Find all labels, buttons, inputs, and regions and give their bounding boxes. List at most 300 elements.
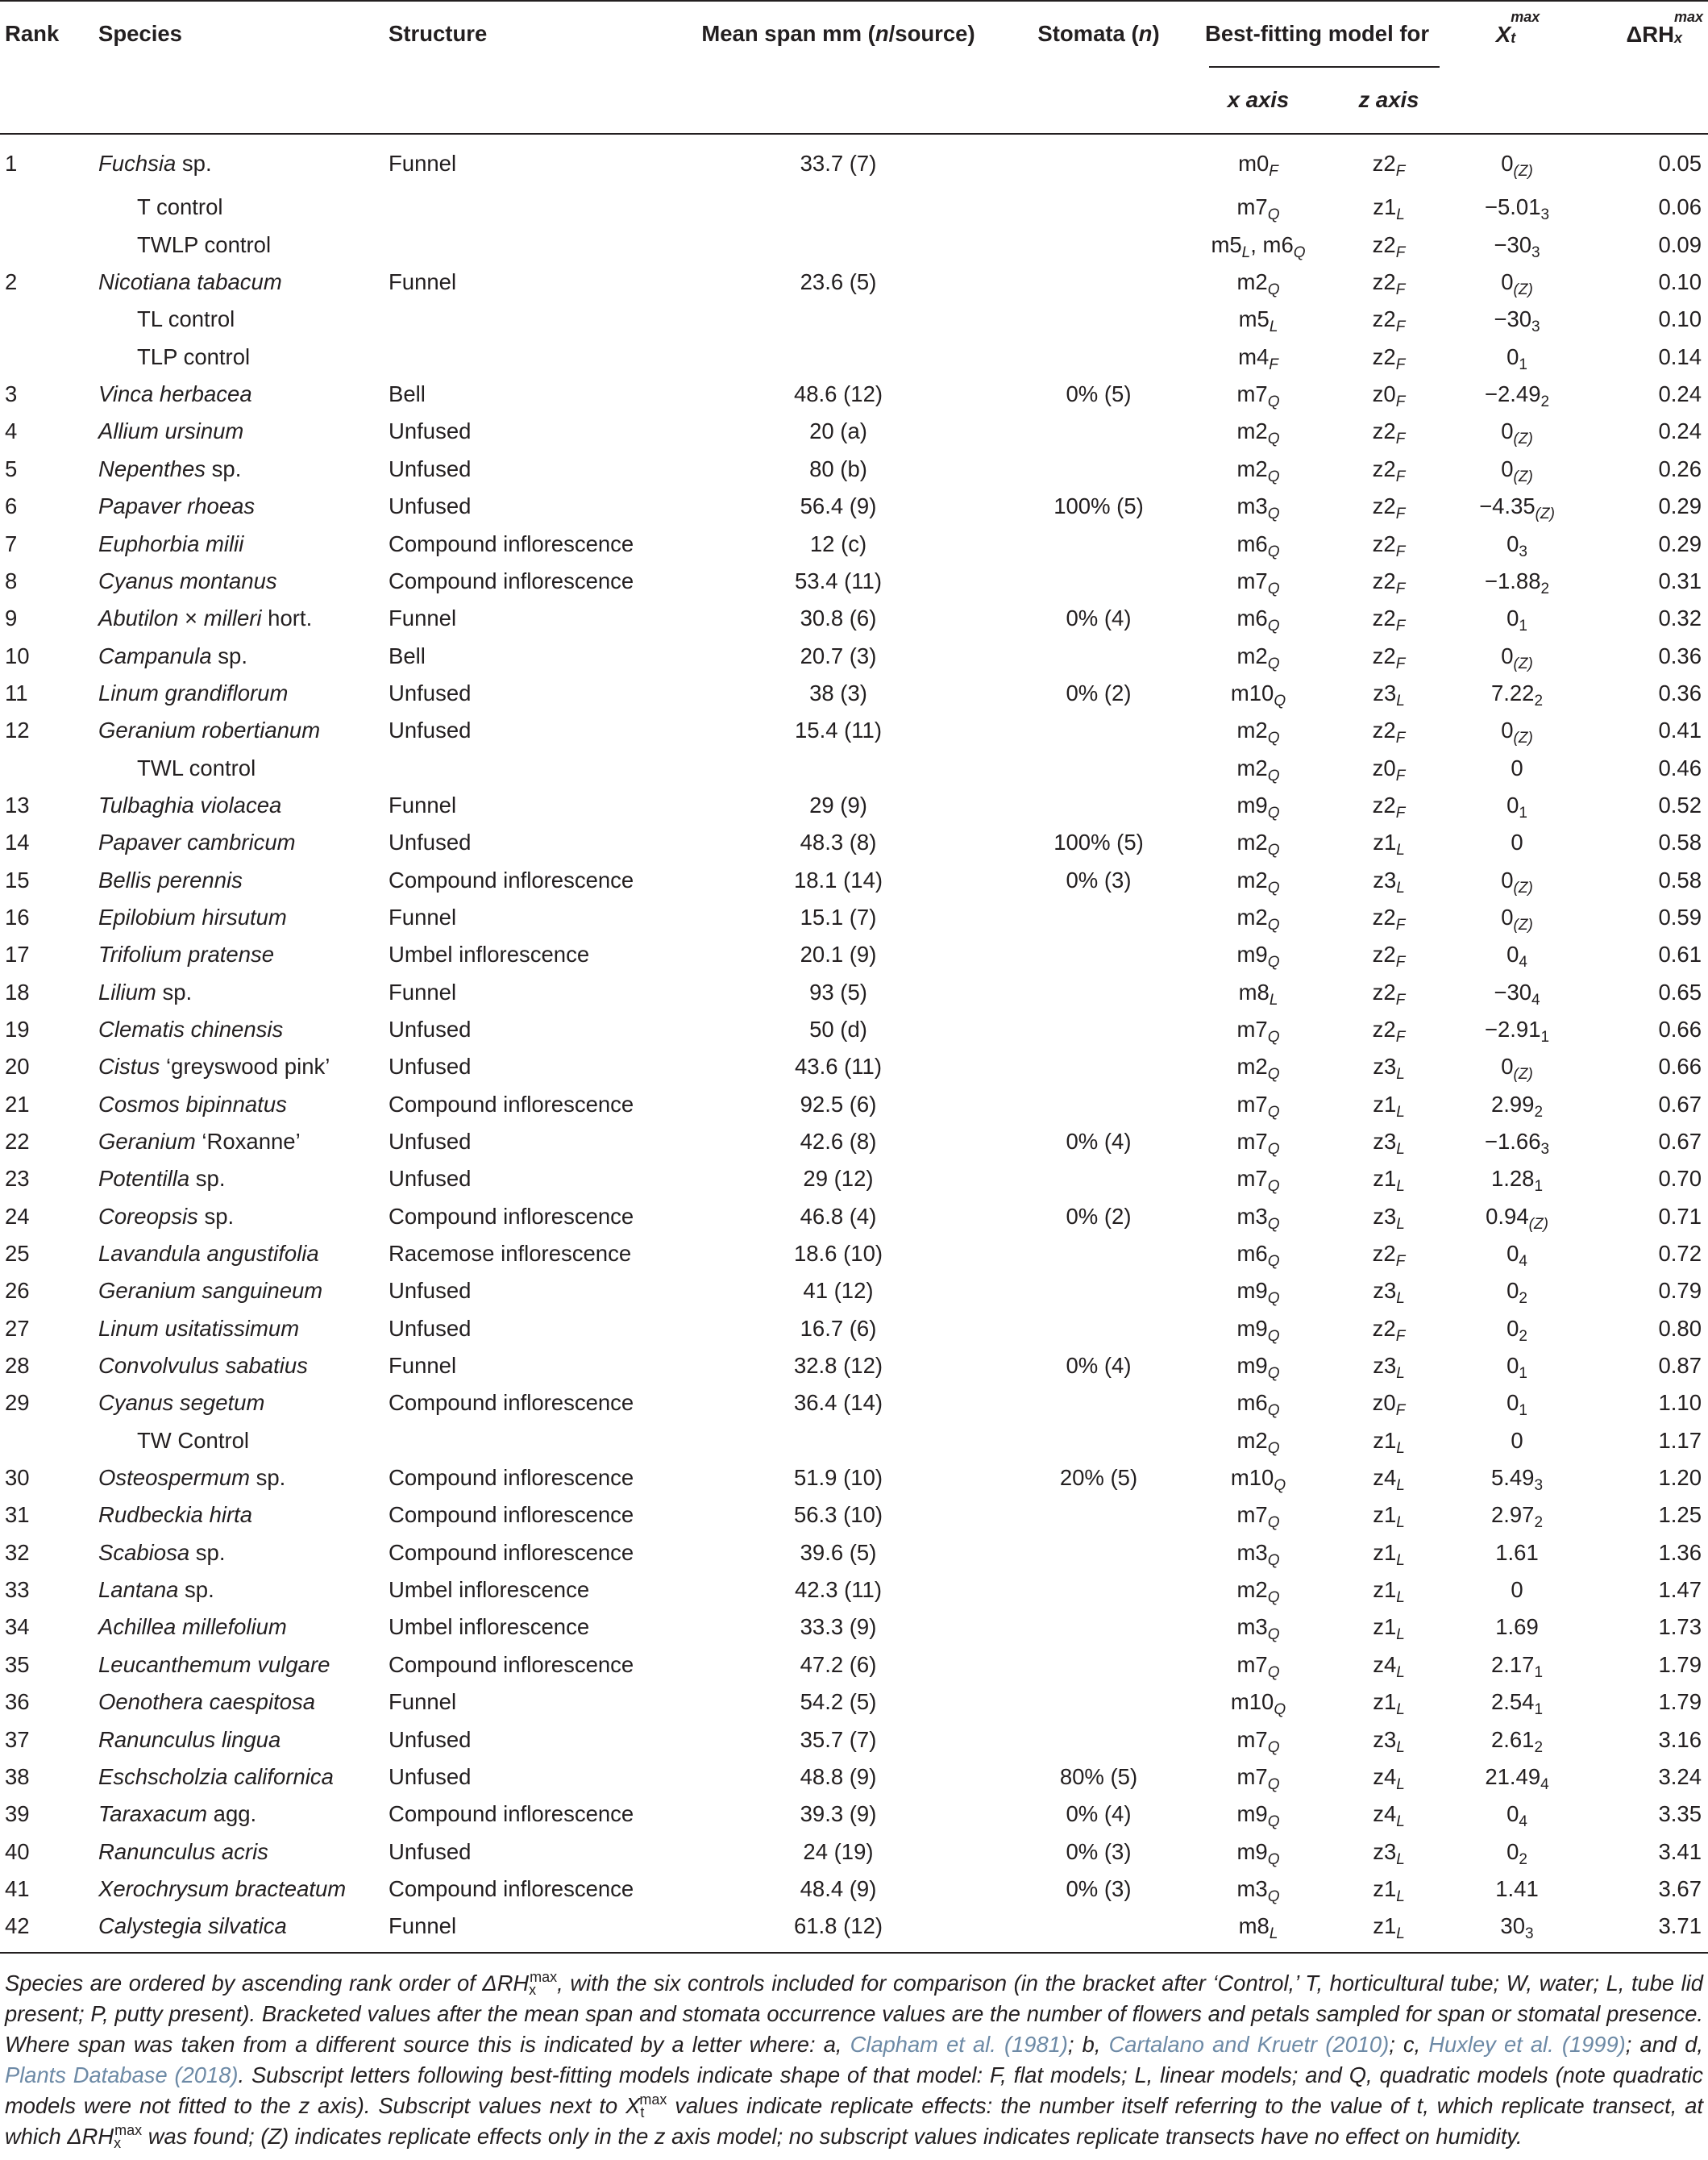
cell-rh-max: 0.59 bbox=[1658, 904, 1702, 930]
cell-species: Cyanus segetum bbox=[98, 1390, 265, 1416]
cell-rank: 5 bbox=[5, 456, 18, 481]
cell-stomata bbox=[1011, 1085, 1186, 1122]
cell-span: 80 (b) bbox=[809, 456, 867, 481]
cell-rank: 40 bbox=[5, 1838, 30, 1864]
cell-xt-max: 1.69 bbox=[1495, 1614, 1539, 1640]
cell-structure: Funnel bbox=[389, 979, 457, 1005]
cell-stomata bbox=[1011, 301, 1186, 338]
cell-stomata bbox=[1011, 1048, 1186, 1085]
cell-span bbox=[666, 749, 1011, 786]
cell-rh-max: 0.24 bbox=[1658, 381, 1702, 407]
cell-z-model: $z3_L$ bbox=[1373, 1054, 1405, 1084]
cell-rh-max: 0.65 bbox=[1658, 979, 1702, 1005]
table-row bbox=[0, 1085, 1708, 1122]
cell-species: Calystegia silvatica bbox=[98, 1913, 287, 1939]
cell-z-model: $z2_F$ bbox=[1372, 904, 1406, 934]
cell-stomata bbox=[1011, 450, 1186, 487]
cell-z-model: $z4_L$ bbox=[1373, 1763, 1405, 1793]
cell-rank: 22 bbox=[5, 1129, 30, 1155]
cell-span: 48.6 (12) bbox=[793, 381, 883, 407]
cell-rank: 11 bbox=[5, 680, 28, 705]
cell-rank: 8 bbox=[5, 568, 18, 593]
table-row bbox=[0, 338, 1708, 375]
cell-z-model: $z2_F$ bbox=[1372, 1016, 1406, 1046]
cell-species: Geranium ‘Roxanne’ bbox=[98, 1129, 301, 1155]
cell-span: 50 (d) bbox=[809, 1016, 867, 1042]
cell-species: Abutilon × milleri hort. bbox=[98, 606, 313, 631]
header-model-group: Best-fitting model for bbox=[1186, 1, 1448, 66]
cell-x-model: $m6_Q$ bbox=[1236, 1241, 1280, 1271]
cell-xt-max: $2.61_2$ bbox=[1490, 1726, 1544, 1756]
cell-species: Nepenthes sp. bbox=[98, 456, 242, 481]
cell-stomata bbox=[1011, 712, 1186, 749]
cell-rh-max: 0.58 bbox=[1658, 867, 1702, 893]
cell-structure: Unfused bbox=[389, 680, 472, 705]
cell-z-model: $z1_L$ bbox=[1373, 1427, 1405, 1457]
cell-rank: 7 bbox=[5, 531, 18, 556]
cell-structure: Compound inflorescence bbox=[389, 568, 634, 593]
cell-rank: 12 bbox=[5, 718, 30, 743]
cell-x-model: $m9_Q$ bbox=[1236, 792, 1280, 822]
cell-span: 35.7 (7) bbox=[800, 1726, 877, 1752]
cell-stomata: 0% (4) bbox=[1066, 606, 1132, 631]
cell-span: 56.4 (9) bbox=[800, 493, 877, 519]
table-row bbox=[0, 1459, 1708, 1496]
cell-species: Rudbeckia hirta bbox=[98, 1502, 253, 1528]
cell-rh-max: 0.70 bbox=[1658, 1166, 1702, 1192]
table-header bbox=[0, 1, 1708, 134]
cell-xt-max: 1.61 bbox=[1495, 1539, 1539, 1565]
cell-stomata bbox=[1011, 1646, 1186, 1683]
cell-species: Euphorbia milii bbox=[98, 531, 244, 556]
cell-x-model: $m2_Q$ bbox=[1236, 269, 1280, 299]
cell-span: 12 (c) bbox=[809, 531, 867, 556]
cell-species: Cyanus montanus bbox=[98, 568, 277, 593]
ref-link-d[interactable]: Plants Database (2018) bbox=[5, 2062, 239, 2087]
cell-structure: Compound inflorescence bbox=[389, 1502, 634, 1528]
cell-species: Coreopsis sp. bbox=[98, 1203, 235, 1229]
table-row bbox=[0, 450, 1708, 487]
cell-span: 38 (3) bbox=[809, 680, 867, 705]
table-row bbox=[0, 1571, 1708, 1609]
cell-structure: Compound inflorescence bbox=[389, 1651, 634, 1677]
cell-rh-max: 0.36 bbox=[1658, 643, 1702, 668]
table-row bbox=[0, 562, 1708, 599]
cell-rank: 30 bbox=[5, 1465, 30, 1491]
cell-rh-max: 0.31 bbox=[1658, 568, 1702, 593]
cell-xt-max: $2.97_2$ bbox=[1490, 1502, 1544, 1532]
cell-x-model: $m6_Q$ bbox=[1236, 531, 1280, 560]
cell-stomata bbox=[1011, 1721, 1186, 1758]
cell-rh-max: 0.67 bbox=[1658, 1129, 1702, 1155]
cell-species: Allium ursinum bbox=[98, 418, 244, 444]
cell-xt-max: $-1.88_2$ bbox=[1484, 568, 1550, 597]
cell-species: Epilobium hirsutum bbox=[98, 904, 287, 930]
cell-x-model: $m6_Q$ bbox=[1236, 606, 1280, 635]
cell-stomata bbox=[1011, 1496, 1186, 1534]
cell-stomata bbox=[1011, 936, 1186, 973]
cell-span: 15.1 (7) bbox=[800, 904, 877, 930]
cell-stomata bbox=[1011, 899, 1186, 936]
cell-rank: 16 bbox=[5, 904, 30, 930]
cell-x-model: $m3_Q$ bbox=[1236, 1539, 1280, 1569]
header-span: Mean span mm (n/source) bbox=[666, 1, 1011, 66]
cell-x-model: $m2_Q$ bbox=[1236, 456, 1280, 485]
cell-x-model: $m2_Q$ bbox=[1236, 643, 1280, 672]
cell-span: 39.6 (5) bbox=[800, 1539, 877, 1565]
cell-xt-max: $5.49_3$ bbox=[1490, 1465, 1544, 1495]
table-row bbox=[0, 1833, 1708, 1870]
cell-rh-max: 0.72 bbox=[1658, 1241, 1702, 1267]
cell-structure: Compound inflorescence bbox=[389, 1203, 634, 1229]
cell-span bbox=[666, 338, 1011, 375]
cell-species: TWLP control bbox=[137, 231, 272, 257]
cell-xt-max: $0_3$ bbox=[1506, 531, 1527, 560]
cell-species: TLP control bbox=[137, 343, 251, 369]
cell-z-model: $z2_F$ bbox=[1372, 606, 1406, 635]
cell-stomata bbox=[1011, 637, 1186, 674]
cell-structure: Compound inflorescence bbox=[389, 1465, 634, 1491]
cell-rh-max: 0.24 bbox=[1658, 418, 1702, 444]
cell-structure: Unfused bbox=[389, 830, 472, 855]
cell-structure: Compound inflorescence bbox=[389, 1875, 634, 1901]
cell-z-model: $z2_F$ bbox=[1372, 718, 1406, 747]
cell-xt-max: $-30_3$ bbox=[1494, 306, 1540, 336]
cell-x-model: $m2_Q$ bbox=[1236, 867, 1280, 897]
cell-z-model: $z0_F$ bbox=[1372, 381, 1406, 411]
ref-link-a[interactable]: Clapham et al. (1981) bbox=[850, 2032, 1068, 2057]
table-row bbox=[0, 712, 1708, 749]
cell-xt-max: $0_{(Z)}$ bbox=[1501, 643, 1533, 672]
table-row bbox=[0, 226, 1708, 263]
table-row bbox=[0, 1683, 1708, 1721]
cell-stomata bbox=[1011, 413, 1186, 450]
cell-stomata bbox=[1011, 1272, 1186, 1309]
cell-span: 16.7 (6) bbox=[800, 1315, 877, 1341]
cell-z-model: $z2_F$ bbox=[1372, 151, 1406, 180]
cell-x-model: $m7_Q$ bbox=[1236, 1726, 1280, 1756]
cell-structure: Funnel bbox=[389, 1913, 457, 1939]
cell-z-model: $z4_L$ bbox=[1373, 1651, 1405, 1681]
cell-rh-max: 1.36 bbox=[1658, 1539, 1702, 1565]
table-row bbox=[0, 1160, 1708, 1197]
cell-rank: 4 bbox=[5, 418, 18, 444]
cell-rh-max: 1.10 bbox=[1658, 1390, 1702, 1416]
cell-rank: 9 bbox=[5, 606, 18, 631]
cell-z-model: $z1_L$ bbox=[1373, 1539, 1405, 1569]
cell-span: 43.6 (11) bbox=[794, 1054, 883, 1080]
cell-structure bbox=[389, 301, 666, 338]
cell-x-model: $m7_Q$ bbox=[1236, 1091, 1280, 1121]
cell-z-model: $z3_L$ bbox=[1373, 1129, 1405, 1159]
table-row bbox=[0, 899, 1708, 936]
cell-x-model: $m2_Q$ bbox=[1236, 718, 1280, 747]
cell-z-model: $z1_L$ bbox=[1373, 830, 1405, 859]
cell-xt-max: $0_1$ bbox=[1506, 1353, 1527, 1383]
cell-stomata: 0% (3) bbox=[1066, 867, 1132, 893]
cell-stomata: 80% (5) bbox=[1059, 1763, 1138, 1789]
cell-xt-max: $0_2$ bbox=[1506, 1315, 1527, 1345]
cell-x-model: $m10_Q$ bbox=[1230, 1465, 1286, 1495]
cell-z-model: $z2_F$ bbox=[1372, 418, 1406, 448]
cell-species: Geranium robertianum bbox=[98, 718, 321, 743]
cell-rh-max: 0.36 bbox=[1658, 680, 1702, 705]
cell-rank: 6 bbox=[5, 493, 18, 519]
cell-span: 29 (9) bbox=[809, 792, 867, 818]
cell-span: 23.6 (5) bbox=[800, 269, 877, 295]
table-row bbox=[0, 488, 1708, 525]
cell-species: Linum grandiflorum bbox=[98, 680, 289, 705]
cell-z-model: $z4_L$ bbox=[1373, 1465, 1405, 1495]
cell-stomata bbox=[1011, 226, 1186, 263]
cell-rh-max: 0.71 bbox=[1658, 1203, 1702, 1229]
cell-xt-max: $-2.91_1$ bbox=[1484, 1016, 1550, 1046]
cell-rank: 39 bbox=[5, 1801, 30, 1827]
header-x-axis: x axis bbox=[1186, 66, 1330, 134]
table-row bbox=[0, 525, 1708, 562]
cell-span: 47.2 (6) bbox=[800, 1651, 877, 1677]
cell-stomata bbox=[1011, 1534, 1186, 1571]
cell-rh-max: 0.10 bbox=[1658, 306, 1702, 332]
cell-x-model: $m9_Q$ bbox=[1236, 1278, 1280, 1308]
cell-xt-max: $0_{(Z)}$ bbox=[1501, 151, 1533, 180]
cell-stomata bbox=[1011, 787, 1186, 824]
ref-link-b[interactable]: Cartalano and Kruetr (2010) bbox=[1108, 2032, 1390, 2057]
cell-xt-max: 0 bbox=[1511, 1577, 1523, 1603]
cell-rh-max: 3.67 bbox=[1658, 1875, 1702, 1901]
cell-span: 54.2 (5) bbox=[800, 1689, 877, 1715]
cell-species: Ranunculus acris bbox=[98, 1838, 268, 1864]
cell-species: Clematis chinensis bbox=[98, 1016, 284, 1042]
cell-xt-max: $-2.49_2$ bbox=[1484, 381, 1550, 411]
table-row bbox=[0, 1908, 1708, 1945]
cell-stomata: 100% (5) bbox=[1053, 493, 1144, 519]
cell-stomata: 0% (4) bbox=[1066, 1129, 1132, 1155]
cell-x-model: $m2_Q$ bbox=[1236, 755, 1280, 785]
cell-z-model: $z2_F$ bbox=[1372, 942, 1406, 972]
cell-species: Fuchsia sp. bbox=[98, 151, 212, 176]
cell-span: 51.9 (10) bbox=[793, 1465, 883, 1491]
cell-z-model: $z2_F$ bbox=[1372, 269, 1406, 299]
cell-species: TWL control bbox=[137, 755, 256, 780]
cell-z-model: $z1_L$ bbox=[1373, 1689, 1405, 1719]
cell-rh-max: 0.66 bbox=[1658, 1016, 1702, 1042]
cell-z-model: $z1_L$ bbox=[1373, 194, 1405, 224]
cell-rank bbox=[0, 226, 90, 263]
cell-xt-max: $21.49_4$ bbox=[1485, 1763, 1549, 1793]
cell-x-model: $m5_L$, $m6_Q$ bbox=[1211, 231, 1306, 261]
cell-z-model: $z1_L$ bbox=[1373, 1577, 1405, 1607]
cell-xt-max: $0_{(Z)}$ bbox=[1501, 867, 1533, 897]
cell-rh-max: 0.80 bbox=[1658, 1315, 1702, 1341]
cell-xt-max: $0_{(Z)}$ bbox=[1501, 718, 1533, 747]
cell-z-model: $z1_L$ bbox=[1373, 1502, 1405, 1532]
cell-structure: Bell bbox=[389, 643, 426, 668]
cell-stomata bbox=[1011, 1609, 1186, 1646]
cell-x-model: $m9_Q$ bbox=[1236, 1353, 1280, 1383]
cell-structure: Funnel bbox=[389, 904, 457, 930]
cell-rh-max: 1.47 bbox=[1658, 1577, 1702, 1603]
cell-x-model: $m3_Q$ bbox=[1236, 1875, 1280, 1905]
cell-rh-max: 0.46 bbox=[1658, 755, 1702, 780]
cell-xt-max: 0 bbox=[1511, 755, 1523, 780]
cell-x-model: $m4_F$ bbox=[1238, 343, 1278, 373]
cell-rh-max: 0.41 bbox=[1658, 718, 1702, 743]
table-row bbox=[0, 1309, 1708, 1346]
cell-xt-max: $0_{(Z)}$ bbox=[1501, 418, 1533, 448]
cell-rank: 37 bbox=[5, 1726, 30, 1752]
cell-z-model: $z1_L$ bbox=[1373, 1913, 1405, 1943]
cell-species: Bellis perennis bbox=[98, 867, 243, 893]
header-rh: ΔRH max x bbox=[1586, 1, 1708, 66]
cell-rank: 41 bbox=[5, 1875, 30, 1901]
cell-species: T control bbox=[137, 194, 223, 220]
cell-structure bbox=[389, 189, 666, 226]
cell-structure: Umbel inflorescence bbox=[389, 942, 590, 968]
cell-xt-max: $-4.35_{(Z)}$ bbox=[1479, 493, 1555, 523]
cell-z-model: $z0_F$ bbox=[1372, 755, 1406, 785]
cell-stomata bbox=[1011, 1309, 1186, 1346]
cell-rh-max: 3.16 bbox=[1658, 1726, 1702, 1752]
table-row bbox=[0, 1123, 1708, 1160]
cell-rh-max: 0.05 bbox=[1658, 151, 1702, 176]
cell-xt-max: 0 bbox=[1511, 1427, 1523, 1453]
cell-stomata: 0% (4) bbox=[1066, 1801, 1132, 1827]
cell-span: 18.6 (10) bbox=[793, 1241, 883, 1267]
cell-span: 20.1 (9) bbox=[800, 942, 877, 968]
cell-structure bbox=[389, 1421, 666, 1459]
cell-species: Leucanthemum vulgare bbox=[98, 1651, 330, 1677]
cell-species: Xerochrysum bracteatum bbox=[98, 1875, 347, 1901]
cell-rh-max: 0.66 bbox=[1658, 1054, 1702, 1080]
cell-rank: 10 bbox=[5, 643, 30, 668]
cell-x-model: $m2_Q$ bbox=[1236, 418, 1280, 448]
cell-rank: 24 bbox=[5, 1203, 30, 1229]
cell-span: 39.3 (9) bbox=[800, 1801, 877, 1827]
cell-x-model: $m2_Q$ bbox=[1236, 1577, 1280, 1607]
cell-x-model: $m10_Q$ bbox=[1230, 1689, 1286, 1719]
cell-stomata: 0% (4) bbox=[1066, 1353, 1132, 1379]
cell-stomata: 0% (5) bbox=[1066, 381, 1132, 407]
cell-span: 42.6 (8) bbox=[800, 1129, 877, 1155]
table-row bbox=[0, 301, 1708, 338]
cell-structure: Bell bbox=[389, 381, 426, 407]
cell-structure: Unfused bbox=[389, 1763, 472, 1789]
cell-z-model: $z1_L$ bbox=[1373, 1166, 1405, 1196]
cell-span: 41 (12) bbox=[803, 1278, 874, 1304]
cell-species: Tulbaghia violacea bbox=[98, 792, 282, 818]
cell-span: 48.8 (9) bbox=[800, 1763, 877, 1789]
cell-xt-max: $1.28_1$ bbox=[1490, 1166, 1544, 1196]
cell-structure: Unfused bbox=[389, 1726, 472, 1752]
table-row bbox=[0, 1721, 1708, 1758]
table-row bbox=[0, 1197, 1708, 1234]
table-row bbox=[0, 637, 1708, 674]
cell-xt-max: $2.99_2$ bbox=[1490, 1091, 1544, 1121]
cell-structure: Funnel bbox=[389, 1689, 457, 1715]
cell-structure: Unfused bbox=[389, 1129, 472, 1155]
cell-x-model: $m7_Q$ bbox=[1236, 1129, 1280, 1159]
cell-xt-max: $-5.01_3$ bbox=[1484, 194, 1550, 224]
table-caption: Species are ordered by ascending rank order of $\Delta RH_x^{max}$, with the six controls included for comparison (in the bracket after ‘Control,’ T, horticultural tube; W, water; L, tube lid present; P, putty present). Bracketed values after the mean span and stomata occurrence values are the number of flowers and petals sampled for span or stomatal presence. Where span was taken from a different source this is indicated by a letter where: a, Clapham et al. (1981); b, Cartalano and Kruetr (2010); c, Huxley et al. (1999); and d, Plants Database (2018). Subscript letters following best-fitting models indicate shape of that model: F, flat models; L, linear models; and Q, quadratic models (note quadratic models were not fitted to the z axis). Subscript values next to $X_t^{max}$ values indicate replicate effects: the number itself referring to the value of t, which replicate transect, at which $\Delta RH_x^{max}$ was found; (Z) indicates replicate effects only in the z axis model; no subscript values indicates replicate transects have no effect on humidity. bbox=[5, 1969, 1704, 2151]
cell-stomata bbox=[1011, 338, 1186, 375]
cell-structure: Funnel bbox=[389, 151, 457, 176]
cell-rank: 20 bbox=[5, 1054, 30, 1080]
cell-rh-max: 0.29 bbox=[1658, 531, 1702, 556]
cell-structure bbox=[389, 338, 666, 375]
table-row bbox=[0, 1048, 1708, 1085]
cell-structure: Unfused bbox=[389, 718, 472, 743]
cell-rank: 19 bbox=[5, 1016, 30, 1042]
table-row bbox=[0, 824, 1708, 861]
cell-z-model: $z2_F$ bbox=[1372, 306, 1406, 336]
cell-rh-max: 3.24 bbox=[1658, 1763, 1702, 1789]
cell-rh-max: 0.32 bbox=[1658, 606, 1702, 631]
cell-species: Convolvulus sabatius bbox=[98, 1353, 308, 1379]
cell-span: 42.3 (11) bbox=[794, 1577, 883, 1603]
table-row bbox=[0, 1646, 1708, 1683]
cell-z-model: $z0_F$ bbox=[1372, 1390, 1406, 1420]
cell-xt-max: 1.41 bbox=[1495, 1875, 1539, 1901]
cell-species: Vinca herbacea bbox=[98, 381, 252, 407]
cell-structure: Unfused bbox=[389, 493, 472, 519]
cell-xt-max: $30_3$ bbox=[1500, 1913, 1534, 1943]
table-row bbox=[0, 1796, 1708, 1833]
cell-rank: 13 bbox=[5, 792, 30, 818]
header-xt: X max t bbox=[1448, 1, 1586, 66]
table-row bbox=[0, 787, 1708, 824]
cell-xt-max: $0_{(Z)}$ bbox=[1501, 1054, 1533, 1084]
cell-z-model: $z2_F$ bbox=[1372, 792, 1406, 822]
cell-stomata: 20% (5) bbox=[1059, 1465, 1138, 1491]
cell-span: 32.8 (12) bbox=[793, 1353, 883, 1379]
header-rank: Rank bbox=[0, 1, 90, 66]
cell-structure: Umbel inflorescence bbox=[389, 1577, 590, 1603]
cell-xt-max: $-1.66_3$ bbox=[1484, 1129, 1550, 1159]
cell-span: 48.3 (8) bbox=[800, 830, 877, 855]
table-row bbox=[0, 134, 1708, 189]
cell-span: 48.4 (9) bbox=[800, 1875, 877, 1901]
cell-species: Taraxacum agg. bbox=[98, 1801, 257, 1827]
cell-rank bbox=[0, 189, 90, 226]
cell-species: Eschscholzia californica bbox=[98, 1763, 334, 1789]
table-row bbox=[0, 749, 1708, 786]
cell-stomata bbox=[1011, 562, 1186, 599]
cell-x-model: $m7_Q$ bbox=[1236, 568, 1280, 597]
cell-z-model: $z3_L$ bbox=[1373, 1203, 1405, 1233]
cell-species: TL control bbox=[137, 306, 235, 332]
cell-x-model: $m8_L$ bbox=[1238, 979, 1278, 1009]
cell-x-model: $m2_Q$ bbox=[1236, 904, 1280, 934]
table-row bbox=[0, 1011, 1708, 1048]
cell-species: Lavandula angustifolia bbox=[98, 1241, 319, 1267]
cell-rank: 26 bbox=[5, 1278, 30, 1304]
cell-structure: Racemose inflorescence bbox=[389, 1241, 632, 1267]
cell-rank: 1 bbox=[5, 151, 18, 176]
header-z-axis: z axis bbox=[1330, 66, 1448, 134]
cell-span: 20 (a) bbox=[809, 418, 867, 444]
table-row bbox=[0, 1609, 1708, 1646]
cell-x-model: $m7_Q$ bbox=[1236, 1502, 1280, 1532]
cell-span: 24 (19) bbox=[803, 1838, 874, 1864]
cell-z-model: $z2_F$ bbox=[1372, 1241, 1406, 1271]
table-row bbox=[0, 1272, 1708, 1309]
ref-link-c[interactable]: Huxley et al. (1999) bbox=[1428, 2032, 1626, 2057]
cell-species: Linum usitatissimum bbox=[98, 1315, 300, 1341]
cell-rh-max: 0.06 bbox=[1658, 194, 1702, 220]
cell-rank: 23 bbox=[5, 1166, 30, 1192]
cell-rh-max: 0.79 bbox=[1658, 1278, 1702, 1304]
